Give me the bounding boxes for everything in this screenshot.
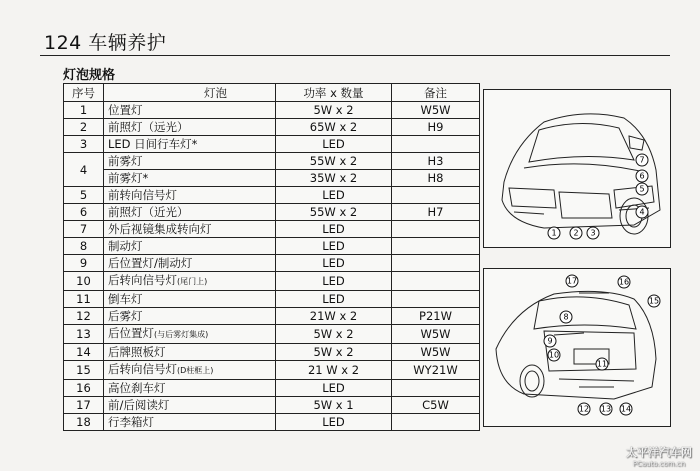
- rear-callout-12: [578, 403, 590, 415]
- cell-power: LED: [276, 255, 392, 272]
- cell-power: 5W x 2: [276, 102, 392, 119]
- front-callout-5: [636, 183, 648, 195]
- cell-note: H8: [392, 170, 480, 187]
- bulb-spec-table: [63, 83, 480, 431]
- cell-power: LED: [276, 238, 392, 255]
- column-header-note: 备注: [392, 84, 480, 102]
- svg-text:17: 17: [566, 276, 578, 286]
- front-callout-2: [570, 227, 582, 239]
- cell-note: W5W: [392, 325, 480, 344]
- svg-text:8: 8: [563, 312, 569, 322]
- cell-no: 17: [64, 397, 104, 414]
- svg-text:3: 3: [590, 228, 596, 238]
- table-row: [64, 204, 480, 221]
- column-header-power: 功率 x 数量: [276, 84, 392, 102]
- cell-no: 7: [64, 221, 104, 238]
- cell-power: LED: [276, 272, 392, 291]
- svg-text:14: 14: [620, 404, 632, 414]
- cell-power: LED: [276, 291, 392, 308]
- cell-no: 15: [64, 361, 104, 380]
- cell-power: 5W x 2: [276, 325, 392, 344]
- cell-bulb-name: [104, 380, 276, 397]
- cell-power: 5W x 1: [276, 397, 392, 414]
- table-row: [64, 153, 480, 170]
- front-callout-4: [636, 206, 648, 218]
- rear-car-illustration: [484, 269, 670, 426]
- svg-text:5: 5: [639, 184, 645, 194]
- bulb-name-text: 前雾灯: [108, 154, 143, 168]
- cell-power: 5W x 2: [276, 344, 392, 361]
- table-row: [64, 238, 480, 255]
- table-body: [64, 102, 480, 431]
- section-title: 灯泡规格: [63, 68, 116, 83]
- cell-bulb-name: [104, 187, 276, 204]
- bulb-name-text: LED 日间行车灯*: [108, 137, 198, 151]
- cell-bulb-name: [104, 170, 276, 187]
- svg-text:15: 15: [648, 296, 660, 306]
- watermark-en: PCauto.com.cn: [632, 460, 686, 468]
- cell-note: W5W: [392, 102, 480, 119]
- cell-power: 55W x 2: [276, 204, 392, 221]
- cell-bulb-name: [104, 272, 276, 291]
- cell-power: 21W x 2: [276, 308, 392, 325]
- bulb-name-text: 后位置灯/制动灯: [108, 256, 193, 270]
- bulb-name-text: 行李箱灯: [108, 415, 154, 429]
- cell-power: 35W x 2: [276, 170, 392, 187]
- cell-note: [392, 255, 480, 272]
- cell-bulb-name: [104, 136, 276, 153]
- cell-bulb-name: [104, 308, 276, 325]
- cell-no: 8: [64, 238, 104, 255]
- svg-text:9: 9: [547, 336, 553, 346]
- cell-note: H9: [392, 119, 480, 136]
- cell-note: [392, 272, 480, 291]
- watermark-cn: 太平洋汽车网: [626, 446, 692, 459]
- bulb-name-text: 外后视镜集成转向灯: [108, 222, 212, 236]
- cell-note: H3: [392, 153, 480, 170]
- cell-power: LED: [276, 221, 392, 238]
- cell-no: 10: [64, 272, 104, 291]
- bulb-name-text: 前雾灯*: [108, 171, 149, 185]
- front-callout-1: [548, 227, 560, 239]
- svg-text:12: 12: [578, 404, 590, 414]
- table-row: [64, 102, 480, 119]
- front-car-diagram: [483, 89, 671, 248]
- cell-bulb-name: [104, 238, 276, 255]
- bulb-name-text: 位置灯: [108, 103, 143, 117]
- cell-no: 1: [64, 102, 104, 119]
- rear-callout-11: [596, 358, 608, 370]
- svg-text:16: 16: [618, 277, 630, 287]
- cell-bulb-name: [104, 361, 276, 380]
- table-row: [64, 397, 480, 414]
- table-row: [64, 221, 480, 238]
- cell-no: 5: [64, 187, 104, 204]
- table-row: [64, 361, 480, 380]
- front-callout-6: [636, 170, 648, 182]
- bulb-name-text: 倒车灯: [108, 292, 143, 306]
- cell-note: [392, 291, 480, 308]
- bulb-name-note: (与后雾灯集成): [154, 330, 209, 339]
- front-car-illustration: [484, 90, 670, 247]
- column-header-no: 序号: [64, 84, 104, 102]
- rear-callout-15: [648, 295, 660, 307]
- bulb-name-note: (尾门上): [177, 277, 208, 286]
- cell-power: 55W x 2: [276, 153, 392, 170]
- cell-note: [392, 414, 480, 431]
- bulb-name-text: 高位刹车灯: [108, 381, 166, 395]
- table-row: [64, 291, 480, 308]
- bulb-name-text: 后转向信号灯: [108, 273, 177, 287]
- front-callout-7: [636, 154, 648, 166]
- bulb-name-text: 制动灯: [108, 239, 143, 253]
- cell-no: 9: [64, 255, 104, 272]
- cell-power: LED: [276, 380, 392, 397]
- cell-no: 18: [64, 414, 104, 431]
- cell-bulb-name: [104, 153, 276, 170]
- cell-bulb-name: [104, 204, 276, 221]
- cell-bulb-name: [104, 255, 276, 272]
- cell-no: 6: [64, 204, 104, 221]
- column-header-bulb: 灯泡: [104, 84, 276, 102]
- rear-callout-14: [620, 403, 632, 415]
- table-row: [64, 255, 480, 272]
- cell-no: 11: [64, 291, 104, 308]
- header-divider: [40, 55, 670, 56]
- bulb-name-text: 前照灯（远光）: [108, 120, 189, 134]
- table-row: [64, 380, 480, 397]
- table-row: [64, 414, 480, 431]
- cell-bulb-name: [104, 414, 276, 431]
- cell-note: [392, 221, 480, 238]
- rear-car-diagram: [483, 268, 671, 427]
- cell-bulb-name: [104, 102, 276, 119]
- cell-no: 16: [64, 380, 104, 397]
- bulb-name-note: (D柱框上): [177, 366, 214, 375]
- table-row: [64, 136, 480, 153]
- bulb-name-text: 后牌照板灯: [108, 345, 166, 359]
- cell-note: H7: [392, 204, 480, 221]
- cell-power: 65W x 2: [276, 119, 392, 136]
- cell-bulb-name: [104, 291, 276, 308]
- svg-text:1: 1: [551, 228, 557, 238]
- svg-text:2: 2: [573, 228, 579, 238]
- cell-no: 12: [64, 308, 104, 325]
- rear-callout-13: [600, 403, 612, 415]
- cell-note: C5W: [392, 397, 480, 414]
- cell-note: [392, 136, 480, 153]
- cell-note: [392, 380, 480, 397]
- table-row: [64, 272, 480, 291]
- cell-note: [392, 187, 480, 204]
- cell-note: P21W: [392, 308, 480, 325]
- bulb-name-text: 后位置灯: [108, 326, 154, 340]
- svg-text:4: 4: [639, 207, 645, 217]
- table-header-row: [64, 84, 480, 102]
- cell-power: 21 W x 2: [276, 361, 392, 380]
- rear-callout-9: [544, 335, 556, 347]
- bulb-name-text: 后转向信号灯: [108, 362, 177, 376]
- cell-note: [392, 238, 480, 255]
- table-row: [64, 325, 480, 344]
- cell-no: 13: [64, 325, 104, 344]
- cell-bulb-name: [104, 119, 276, 136]
- rear-callout-17: [566, 275, 578, 287]
- svg-text:10: 10: [548, 350, 560, 360]
- svg-text:11: 11: [596, 359, 608, 369]
- rear-callout-16: [618, 276, 630, 288]
- rear-callout-10: [548, 349, 560, 361]
- cell-power: LED: [276, 187, 392, 204]
- rear-callout-8: [560, 311, 572, 323]
- svg-text:6: 6: [639, 171, 645, 181]
- cell-note: W5W: [392, 344, 480, 361]
- table-row: [64, 187, 480, 204]
- svg-text:13: 13: [600, 404, 612, 414]
- cell-bulb-name: [104, 325, 276, 344]
- cell-no: 2: [64, 119, 104, 136]
- front-callout-3: [587, 227, 599, 239]
- table-row: [64, 170, 480, 187]
- cell-bulb-name: [104, 397, 276, 414]
- table-row: [64, 344, 480, 361]
- bulb-name-text: 前照灯（近光）: [108, 205, 189, 219]
- bulb-name-text: 前转向信号灯: [108, 188, 177, 202]
- cell-note: WY21W: [392, 361, 480, 380]
- bulb-name-text: 后雾灯: [108, 309, 143, 323]
- table-row: [64, 119, 480, 136]
- svg-text:7: 7: [639, 155, 645, 165]
- cell-power: LED: [276, 136, 392, 153]
- page-header: 124 车辆养护: [44, 32, 167, 54]
- table-row: [64, 308, 480, 325]
- cell-no: 4: [64, 153, 104, 187]
- cell-power: LED: [276, 414, 392, 431]
- cell-bulb-name: [104, 221, 276, 238]
- bulb-name-text: 前/后阅读灯: [108, 398, 170, 412]
- cell-no: 14: [64, 344, 104, 361]
- cell-no: 3: [64, 136, 104, 153]
- cell-bulb-name: [104, 344, 276, 361]
- watermark: [626, 444, 692, 468]
